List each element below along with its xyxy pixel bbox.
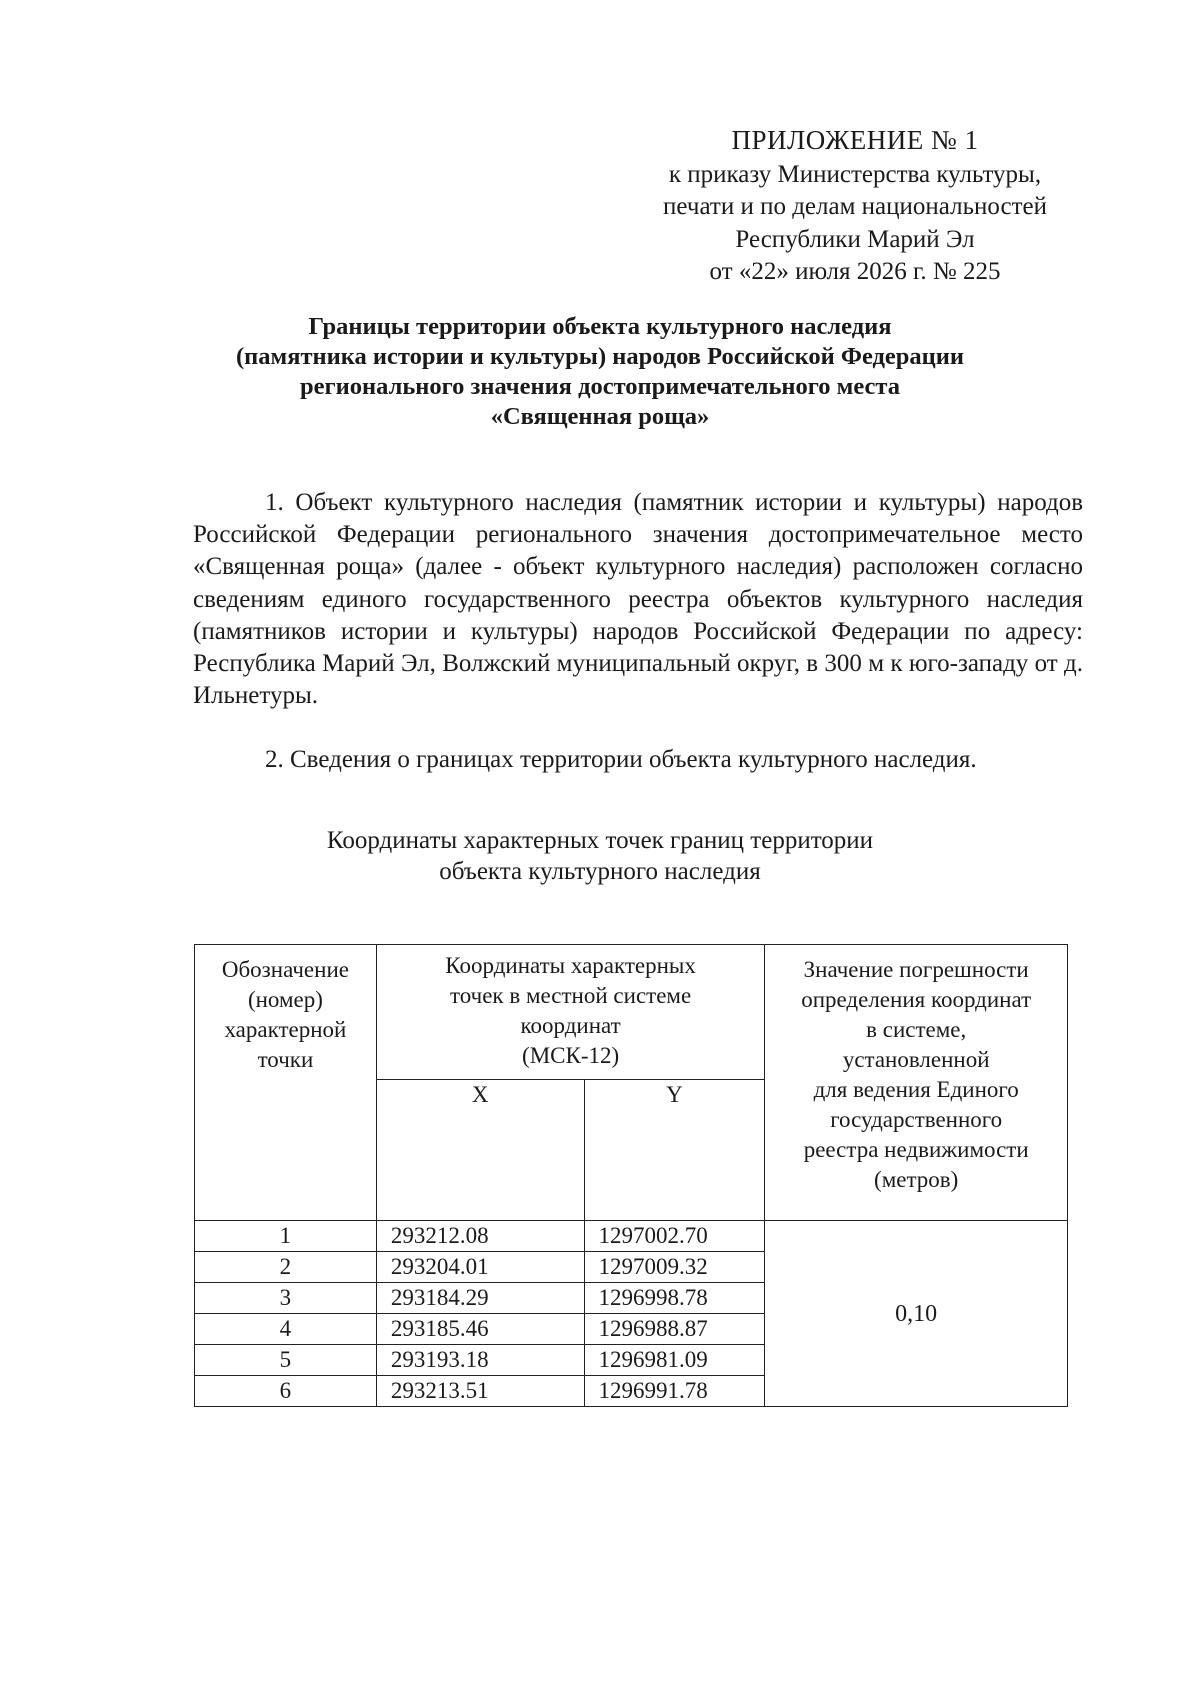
header-text: в системе,: [866, 1017, 967, 1042]
cell-point-number: 4: [195, 1314, 377, 1345]
cell-point-number: 1: [195, 1221, 377, 1252]
header-text: государственного: [830, 1107, 1003, 1132]
header-text: (МСК-12): [522, 1043, 620, 1068]
header-point-number: [195, 945, 377, 1221]
title-line: (памятника истории и культуры) народов Российской Федерации: [236, 343, 964, 370]
appendix-heading: ПРИЛОЖЕНИЕ № 1: [731, 125, 979, 155]
document-title: [150, 312, 1050, 432]
appendix-line: печати и по делам национальностей: [663, 193, 1047, 220]
cell-point-number: 6: [195, 1376, 377, 1407]
cell-point-number: 3: [195, 1283, 377, 1314]
title-line: Границы территории объекта культурного наследия: [308, 313, 892, 340]
cell-y: 1296998.78: [584, 1283, 765, 1314]
table-caption-line: объекта культурного наследия: [439, 858, 761, 885]
cell-x: 293212.08: [376, 1221, 584, 1252]
table-caption-line: Координаты характерных точек границ территории: [326, 827, 874, 854]
header-error: [765, 945, 1068, 1221]
paragraph-2: 2. Сведения о границах территории объекта культурного наследия.: [265, 746, 977, 773]
coordinates-table: [194, 944, 1068, 1407]
header-text: точки: [257, 1047, 314, 1072]
header-text: Координаты характерных: [445, 953, 696, 978]
header-text: установленной: [842, 1047, 990, 1072]
cell-error-value: 0,10: [765, 1221, 1068, 1407]
table-caption: [250, 825, 950, 887]
cell-y: 1297002.70: [584, 1221, 765, 1252]
appendix-line: к приказу Министерства культуры,: [668, 160, 1042, 188]
header-text: (метров): [874, 1167, 959, 1192]
title-line: регионального значения достопримечательного места: [300, 373, 900, 400]
cell-x: 293213.51: [376, 1376, 584, 1407]
header-coordinates: [376, 945, 765, 1080]
header-text: (номер): [247, 987, 323, 1012]
cell-x: 293193.18: [376, 1345, 584, 1376]
paragraph-1: 1. Объект культурного наследия (памятник истории и культуры) народов Российской Федерации регионального значения достопримечательное место «Священная роща» (далее - объект культурного наследия) расположен согласно сведениям единого государственного реестра объектов культурного наследия (памятников истории и культуры) народов Российской Федерации по адресу: Республика Марий Эл, Волжский муниципальный округ, в 300 м к юго-западу от д. Ильнетуры.: [193, 489, 1083, 710]
appendix-block: [620, 124, 1090, 289]
cell-y: 1296988.87: [584, 1314, 765, 1345]
table-header-row: [195, 945, 1068, 1080]
cell-x: 293185.46: [376, 1314, 584, 1345]
header-text: Обозначение: [221, 957, 349, 982]
cell-y: 1296991.78: [584, 1376, 765, 1407]
cell-x: 293204.01: [376, 1252, 584, 1283]
table-row: [195, 1221, 1068, 1252]
cell-x: 293184.29: [376, 1283, 584, 1314]
cell-y: 1296981.09: [584, 1345, 765, 1376]
header-text: характерной: [224, 1017, 347, 1042]
header-text: координат: [520, 1013, 621, 1038]
header-x: X: [376, 1080, 584, 1221]
header-text: определения координат: [801, 987, 1032, 1012]
header-text: точек в местной системе: [450, 983, 692, 1008]
title-line: «Священная роща»: [490, 403, 710, 430]
cell-point-number: 2: [195, 1252, 377, 1283]
header-text: реестра недвижимости: [803, 1137, 1029, 1162]
header-text: для ведения Единого: [813, 1077, 1019, 1102]
header-y: Y: [584, 1080, 765, 1221]
cell-point-number: 5: [195, 1345, 377, 1376]
appendix-line: от «22» июля 2026 г. № 225: [709, 258, 1001, 285]
header-text: Значение погрешности: [803, 957, 1029, 982]
cell-y: 1297009.32: [584, 1252, 765, 1283]
appendix-line: Республики Марий Эл: [735, 225, 975, 253]
